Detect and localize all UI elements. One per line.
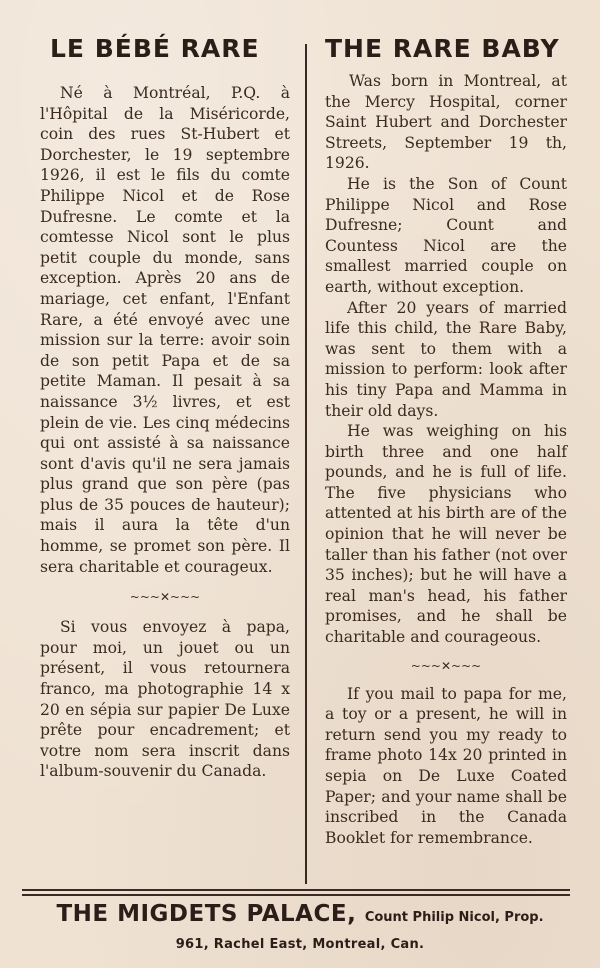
footer-rule-bottom xyxy=(22,894,570,896)
french-paragraph-1: Né à Montréal, P.Q. à l'Hôpital de la Miséricorde, coin des rues St-Hubert et Dorchester, le 19 septembre 1926, il est le fils du comte Philippe Nicol et de Rose Dufresne. Le comte et la comtesse Nicol sont le plus petit couple du monde, sans exception. Après 20 ans de mariage, cet enfant, l'Enfant Rare, a été envoyé avec une mission sur la terre: avoir soin de son petit Papa et de sa petite Maman. Il pesait à sa naissance 3½ livres, et est plein de vie. Les cinq médecins qui ont assisté à sa naissance sont d'avis qu'il ne sera jamais plus grand que son père (pas plus de 35 pouces de hauteur); mais il aura la tête d'un homme, se promet son père. Il sera charitable et courageux. xyxy=(40,84,290,576)
column-divider-line xyxy=(305,44,307,884)
business-name: THE MIGDETS PALACE, xyxy=(56,901,357,927)
french-paragraph-2: Si vous envoyez à papa, pour moi, un jouet ou un présent, il vous retournera franco, ma photographie 14 x 20 en sépia sur papier De Luxe prête pour encadrement; et votre nom sera inscrit dans l'album-souvenir du Canada. xyxy=(40,618,290,781)
english-paragraph-5: If you mail to papa for me, a toy or a present, he will in return send you my ready to frame photo 14x 20 printed in sepia on De Luxe Coated Paper; and your name shall be inscribed in the Canada Booklet for remembrance. xyxy=(325,684,567,847)
footer xyxy=(0,898,600,956)
french-divider-ornament: ~~~✕~~~ xyxy=(129,590,201,605)
french-title: LE BÉBÉ RARE xyxy=(50,34,260,63)
english-column xyxy=(325,34,567,848)
english-paragraph-4: He was weighing on his birth three and one half pounds, and he is full of life. The five physicians who attented at his birth are of the opinion that he will never be taller than his father (not over 35 inches); but he will have a real man's head, his father promises, and he shall be charitable and courageous. xyxy=(325,422,567,647)
proprietor: Count Philip Nicol, Prop. xyxy=(364,910,544,925)
english-title: THE RARE BABY xyxy=(325,34,560,63)
english-paragraph-1: Was born in Montreal, at the Mercy Hospital, corner Saint Hubert and Dorchester Streets, September 19 th, 1926. xyxy=(325,72,567,173)
english-paragraph-2: He is the Son of Count Philippe Nicol and Rose Dufresne; Count and Countess Nicol are the smallest married couple on earth, without exception. xyxy=(325,174,567,296)
footer-rule-top xyxy=(22,889,570,891)
english-paragraph-3: After 20 years of married life this child, the Rare Baby, was sent to them with a mission to perform: look after his tiny Papa and Mamma in their old days. xyxy=(325,298,567,420)
english-divider-ornament: ~~~✕~~~ xyxy=(410,658,482,673)
footer-name-row xyxy=(0,898,600,934)
address: 961, Rachel East, Montreal, Can. xyxy=(175,937,425,952)
french-column xyxy=(40,34,290,782)
